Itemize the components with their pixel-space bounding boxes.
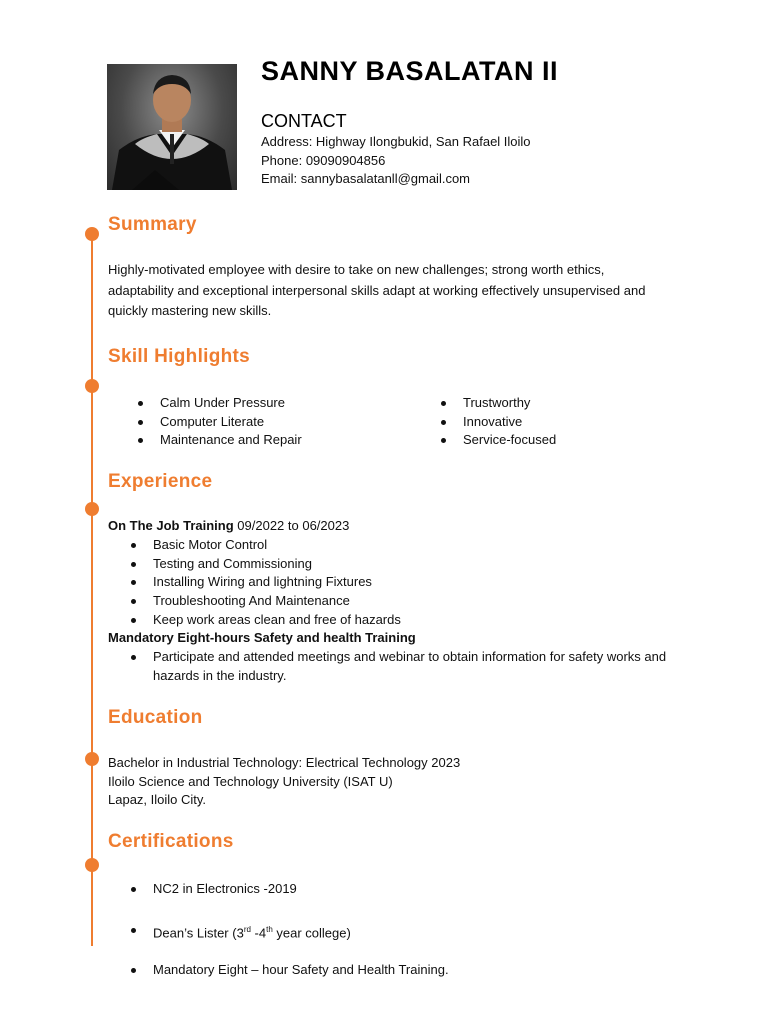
education-heading: Education (108, 707, 203, 728)
safety-task-list (131, 648, 731, 685)
contact-address: Address: Highway Ilongbukid, San Rafael Iloilo (261, 134, 531, 149)
certifications-list (131, 961, 449, 979)
job-dates: 09/2022 to 06/2023 (233, 518, 350, 533)
graduate-portrait-image (107, 64, 237, 190)
job-heading-safety (108, 630, 416, 645)
certifications-heading: Certifications (108, 831, 234, 852)
contact-heading: CONTACT (261, 111, 347, 131)
skill-item: Service-focused (441, 431, 556, 450)
timeline-line (91, 232, 93, 946)
timeline-dot-summary (85, 227, 99, 241)
task-item (131, 648, 731, 685)
education-school: Iloilo Science and Technology University (ISAT U) (108, 773, 393, 789)
timeline-dot-certifications (85, 858, 99, 872)
task-item: Installing Wiring and lightning Fixtures (131, 573, 401, 592)
timeline-dot-skills (85, 379, 99, 393)
summary-heading: Summary (108, 214, 197, 235)
contact-phone: Phone: 09090904856 (261, 152, 386, 168)
job-role: On The Job Training (108, 518, 234, 533)
summary-line: adaptability and exceptional interpersonal skills adapt at working effectively unsupervised and (108, 282, 646, 298)
skills-list-left (138, 394, 302, 450)
candidate-name: SANNY BASALATAN II (261, 56, 559, 86)
skill-item: Innovative (441, 413, 556, 432)
cert-superscript: th (266, 925, 273, 934)
certification-item: NC2 in Electronics -2019 (131, 880, 297, 898)
experience-heading: Experience (108, 471, 213, 492)
summary-line: Highly-motivated employee with desire to take on new challenges; strong worth ethics, (108, 262, 605, 277)
summary-line: quickly mastering new skills. (108, 303, 272, 318)
cert-text: year college) (272, 925, 351, 941)
timeline-dot-education (85, 752, 99, 766)
skills-list-right (441, 394, 556, 450)
cert-text: -4 (250, 925, 267, 941)
education-degree: Bachelor in Industrial Technology: Electrical Technology 2023 (108, 755, 461, 770)
skills-heading: Skill Highlights (108, 346, 251, 367)
education-details (108, 754, 460, 810)
skill-item: Computer Literate (138, 413, 302, 432)
task-line: Participate and attended meetings and webinar to obtain information for safety works and (153, 649, 667, 664)
certifications-list (131, 880, 297, 898)
education-location: Lapaz, Iloilo City. (108, 792, 207, 807)
task-line: hazards in the industry. (153, 667, 287, 683)
contact-details (261, 133, 531, 189)
skill-item: Maintenance and Repair (138, 431, 302, 450)
certification-item (131, 921, 351, 942)
summary-text (108, 260, 645, 322)
contact-email: Email: sannybasalatanll@gmail.com (261, 171, 471, 186)
certifications-list (131, 921, 351, 942)
certification-item: Mandatory Eight – hour Safety and Health Training. (131, 961, 449, 979)
cert-text: Dean’s Lister (3 (153, 925, 244, 941)
ojt-task-list (131, 536, 401, 630)
job-heading-ojt (108, 518, 349, 533)
timeline-dot-experience (85, 502, 99, 516)
job-role: Mandatory Eight-hours Safety and health Training (108, 630, 416, 645)
skill-item: Calm Under Pressure (138, 394, 302, 413)
cert-superscript: rd (243, 925, 251, 934)
task-item: Basic Motor Control (131, 536, 401, 555)
skill-item: Trustworthy (441, 394, 556, 413)
profile-photo (107, 64, 237, 190)
task-item: Testing and Commissioning (131, 555, 401, 574)
task-item: Keep work areas clean and free of hazards (131, 611, 401, 630)
task-item: Troubleshooting And Maintenance (131, 592, 401, 611)
